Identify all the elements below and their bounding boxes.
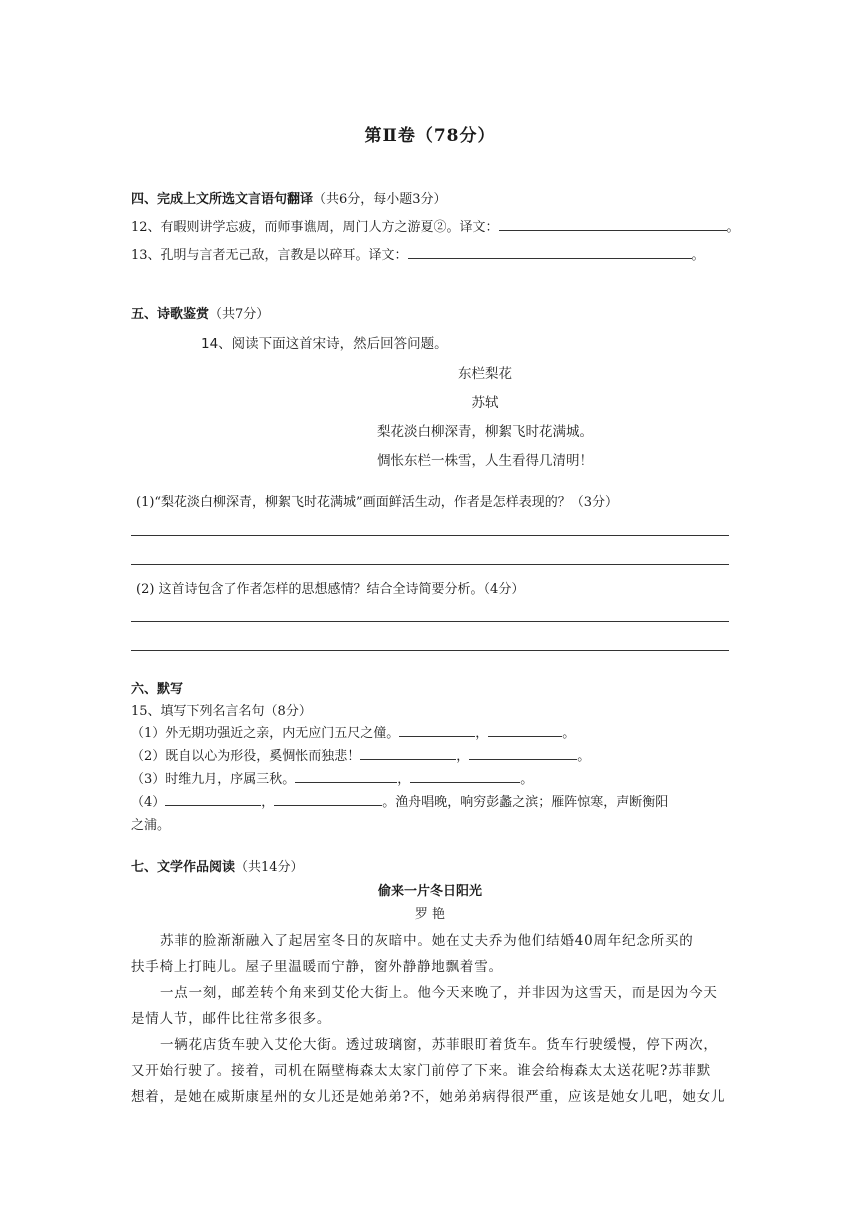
question-13 (131, 244, 705, 263)
question-15: 15、填写下列名言名句（8分） (131, 704, 312, 719)
separator: ， (397, 772, 411, 787)
fill-blank[interactable] (360, 747, 456, 760)
article-author: 罗 艳 (414, 907, 446, 922)
fill-blank[interactable] (488, 724, 562, 737)
fill-item-4 (131, 791, 668, 810)
answer-line[interactable] (131, 621, 729, 622)
fill-item-1-text: （1）外无期功强近之亲，内无应门五尺之僮。 (131, 726, 400, 741)
sub-question-1: (1)“梨花淡白柳深青，柳絮飞时花满城”画面鲜活生动，作者是怎样表现的？（3分） (136, 495, 618, 510)
question-12-end: 。 (726, 220, 740, 235)
separator: ， (475, 726, 489, 741)
fill-blank[interactable] (295, 770, 397, 783)
fill-item-4-text: （4） (131, 795, 166, 810)
sub-question-2: (2) 这首诗包含了作者怎样的思想感情？结合全诗简要分析。（4分） (136, 582, 525, 597)
section7-note: （共14分） (235, 860, 304, 875)
answer-blank-12[interactable] (499, 218, 727, 231)
fill-blank[interactable] (399, 724, 475, 737)
poem-line-1: 梨花淡白柳深青，柳絮飞时花满城。 (377, 424, 593, 440)
fill-item-3 (131, 768, 533, 787)
fill-item-4-line2: 之浦。 (131, 818, 171, 833)
fill-end: 。 (577, 749, 591, 764)
section5-note: （共7分） (209, 307, 270, 322)
section4-heading: 四、完成上文所选文言语句翻译 (131, 192, 314, 207)
fill-blank[interactable] (469, 747, 577, 760)
question-12 (131, 216, 740, 235)
section4-heading-line (131, 188, 447, 207)
paragraph-line: 扶手椅上打盹儿。屋子里温暖而宁静，窗外静静地飘着雪。 (131, 959, 503, 975)
section5-heading: 五、诗歌鉴赏 (131, 307, 210, 322)
poem-line-2: 惆怅东栏一株雪，人生看得几清明！ (377, 453, 593, 469)
question-13-end: 。 (691, 248, 705, 263)
separator: ， (456, 749, 470, 764)
poem-title: 东栏梨花 (458, 366, 512, 382)
paragraph-line: 又开始行驶了。接着，司机在隔壁梅森太太家门前停了下来。谁会给梅森太太送花呢?苏菲默 (131, 1063, 712, 1079)
paragraph-line: 一点一刻，邮差转个角来到艾伦大街上。他今天来晚了，并非因为这雪天，而是因为今天 (160, 985, 718, 1001)
answer-blank-13[interactable] (408, 246, 692, 259)
fill-end: 。 (562, 726, 576, 741)
fill-blank[interactable] (410, 770, 520, 783)
section7-heading: 七、文学作品阅读 (131, 860, 236, 875)
section4-note: （共6分，每小题3分） (313, 192, 447, 207)
fill-item-2-text: （2）既自以心为形役，奚惆怅而独悲！ (131, 749, 361, 764)
paragraph-line: 想着，是她在威斯康星州的女儿还是她弟弟?不，她弟弟病得很严重，应该是她女儿吧，她女儿 (131, 1089, 726, 1105)
fill-end: 。 (520, 772, 534, 787)
fill-item-2 (131, 745, 590, 764)
fill-blank[interactable] (274, 793, 382, 806)
answer-line[interactable] (131, 564, 729, 565)
poem-author: 苏轼 (471, 395, 499, 411)
paragraph-line: 一辆花店货车驶入艾伦大街。透过玻璃窗，苏菲眼盯着货车。货车行驶缓慢，停下两次， (160, 1037, 718, 1053)
fill-item-3-text: （3）时维九月，序属三秋。 (131, 772, 296, 787)
paragraph-line: 是情人节，邮件比往常多很多。 (131, 1011, 332, 1027)
page-title: 第Ⅱ卷（78分） (364, 126, 496, 146)
section5-heading-line (131, 303, 269, 322)
section6-heading: 六、默写 (131, 682, 184, 697)
answer-line[interactable] (131, 535, 729, 536)
answer-line[interactable] (131, 650, 729, 651)
question-12-text: 12、有暇则讲学忘疲，而师事谯周，周门人方之游夏②。译文： (131, 220, 499, 235)
section7-heading-line (131, 856, 304, 875)
paragraph-line: 苏菲的脸渐渐融入了起居室冬日的灰暗中。她在丈夫乔为他们结婚40周年纪念所买的 (160, 933, 694, 949)
question-14-prompt: 14、阅读下面这首宋诗，然后回答问题。 (201, 336, 448, 352)
fill-item-4-tail: 。渔舟唱晚，响穷彭蠡之滨；雁阵惊寒，声断衡阳 (382, 795, 669, 810)
fill-blank[interactable] (165, 793, 261, 806)
fill-item-1 (131, 722, 575, 741)
question-13-text: 13、孔明与言者无己敌，言教是以碎耳。译文： (131, 248, 408, 263)
article-title: 偷来一片冬日阳光 (377, 884, 482, 899)
separator: ， (261, 795, 275, 810)
